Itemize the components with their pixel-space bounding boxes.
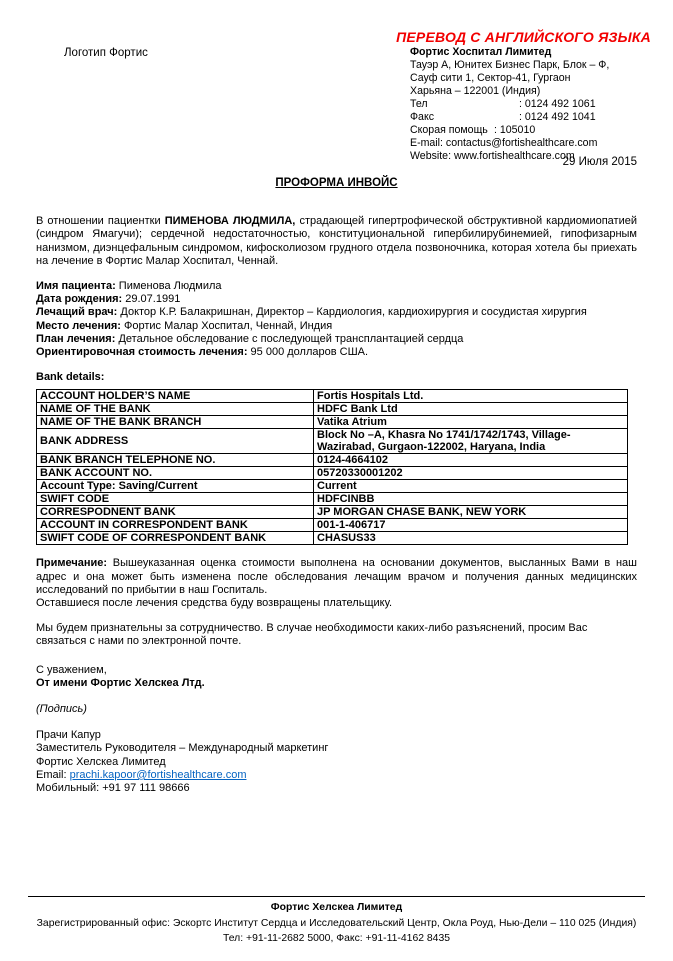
contact-value: : 0124 492 1061: [519, 98, 596, 110]
bank-row-value: 0124-4664102: [314, 454, 628, 467]
bank-row-value: Fortis Hospitals Ltd.: [314, 390, 628, 403]
signer-email-line: [36, 769, 637, 782]
bank-row-label: Account Type: Saving/Current: [37, 480, 314, 493]
bank-row-label: SWIFT CODE OF CORRESPONDENT BANK: [37, 532, 314, 545]
table-row: [37, 390, 628, 403]
bank-row-value: CHASUS33: [314, 532, 628, 545]
bank-row-label: NAME OF THE BANK BRANCH: [37, 416, 314, 429]
table-row: [37, 429, 628, 454]
closing-block: [36, 664, 637, 690]
hospital-fax-line: [410, 111, 655, 124]
signer-company: Фортис Хелскеа Лимитед: [36, 755, 166, 768]
bank-row-label: SWIFT CODE: [37, 493, 314, 506]
contact-label: Факс: [410, 111, 434, 123]
table-row: [37, 403, 628, 416]
table-row: [37, 467, 628, 480]
note-text: Вышеуказанная оценка стоимости выполнена на основании документов, высланных Вами в наш адрес и она может быть изменена после обследования лечащим врачом и получения данных медицинских исследований по прибытии в наш Госпиталь.: [36, 557, 637, 596]
note-label: Примечание:: [36, 557, 108, 570]
hospital-website-line: Website: www.fortishealthcare.com: [410, 150, 575, 162]
fortis-logo-placeholder: Логотип Фортис: [64, 47, 148, 59]
table-row: [37, 519, 628, 532]
contact-label: Скорая помощь: [410, 124, 488, 136]
bank-row-label: ACCOUNT HOLDER’S NAME: [37, 390, 314, 403]
footer-office: Зарегистрированный офис: Эскортс Институт Сердца и Исследовательский Центр, Окла Роуд, Нью-Дели – 110 025 (Индия): [36, 917, 637, 929]
bank-row-value: 05720330001202: [314, 467, 628, 480]
cooperation-paragraph: Мы будем признательны за сотрудничество. В случае необходимости каких-либо разъяснений, просим Вас связаться с нами по электронной почте.: [36, 622, 588, 648]
bank-row-value: Current: [314, 480, 628, 493]
detail-line-plan: План лечения: Детальное обследование с последующей трансплантацией сердца: [36, 332, 464, 345]
detail-line-patient-name: Имя пациента: Пименова Людмила: [36, 280, 222, 293]
footer-phones: Тел: +91-11-2682 5000, Факс: +91-11-4162 8435: [222, 933, 450, 944]
bank-details-heading: Bank details:: [36, 371, 105, 384]
patient-name-emphasis: ПИМЕНОВА ЛЮДМИЛА,: [164, 215, 296, 228]
email-link[interactable]: prachi.kapoor@fortishealthcare.com: [69, 768, 247, 781]
intro-prefix: В отношении пациентки: [36, 215, 165, 228]
bank-row-value: JP MORGAN CHASE BANK, NEW YORK: [314, 506, 628, 519]
footer-company: Фортис Хелскеа Лимитед: [270, 902, 403, 913]
translation-notice: ПЕРЕВОД С АНГЛИЙСКОГО ЯЗЫКА: [396, 29, 651, 45]
hospital-phone-line: [410, 98, 655, 111]
bank-row-value: Vatika Atrium: [314, 416, 628, 429]
bank-row-label: NAME OF THE BANK: [37, 403, 314, 416]
detail-line-doctor: Лечащий врач: Доктор К.Р. Балакришнан, Директор – Кардиология, кардиохирургия и сосудистая хирургия: [36, 306, 587, 319]
signer-name: Прачи Капур: [36, 729, 101, 742]
closing-regards: С уважением,: [36, 663, 107, 676]
bank-row-value: Block No –A, Khasra No 1741/1742/1743, Village-Wazirabad, Gurgaon-122002, Haryana, India: [314, 429, 628, 454]
document-date: 29 Июля 2015: [562, 156, 637, 168]
document-body: [36, 177, 637, 795]
signer-block: [36, 729, 637, 795]
detail-line-birth-date: Дата рождения: 29.07.1991: [36, 293, 181, 306]
table-row: [37, 493, 628, 506]
bank-row-label: ACCOUNT IN CORRESPONDENT BANK: [37, 519, 314, 532]
hospital-address-line: Тауэр А, Юнитех Бизнес Парк, Блок – Ф,: [410, 59, 610, 71]
patient-details: [36, 280, 637, 359]
table-row: [37, 532, 628, 545]
hospital-address-block: [410, 46, 655, 163]
hospital-address-line: Сауф сити 1, Сектор-41, Гургаон: [410, 72, 571, 84]
page-footer: [28, 896, 645, 947]
bank-row-value: HDFCINBB: [314, 493, 628, 506]
email-label: Email:: [36, 768, 70, 781]
bank-row-label: BANK ACCOUNT NO.: [37, 467, 314, 480]
note-paragraph: [36, 557, 637, 597]
table-row: [37, 454, 628, 467]
bank-row-label: CORRESPODNENT BANK: [37, 506, 314, 519]
detail-line-cost: Ориентировочная стоимость лечения: 95 000 долларов США.: [36, 346, 369, 359]
hospital-email-line: E-mail: contactus@fortishealthcare.com: [410, 137, 598, 149]
detail-line-location: Место лечения: Фортис Малар Хоспитал, Ченнай, Индия: [36, 319, 333, 332]
signer-role: Заместитель Руководителя – Международный маркетинг: [36, 742, 329, 755]
bank-details-table: [36, 389, 628, 545]
hospital-ambulance-line: [410, 124, 655, 137]
contact-value: : 0124 492 1041: [519, 111, 596, 123]
contact-value: : 105010: [494, 124, 536, 136]
table-row: [37, 416, 628, 429]
bank-row-label: BANK BRANCH TELEPHONE NO.: [37, 454, 314, 467]
intro-paragraph: [36, 215, 637, 268]
contact-label: Тел: [410, 98, 428, 110]
signer-mobile: Мобильный: +91 97 111 98666: [36, 782, 190, 795]
hospital-address-line: Харьяна – 122001 (Индия): [410, 85, 541, 97]
table-row: [37, 506, 628, 519]
table-row: [37, 480, 628, 493]
closing-on-behalf: От имени Фортис Хелскеа Лтд.: [36, 676, 205, 689]
bank-row-value: 001-1-406717: [314, 519, 628, 532]
bank-row-value: HDFC Bank Ltd: [314, 403, 628, 416]
hospital-name: Фортис Хоспитал Лимитед: [410, 46, 552, 58]
document-title: ПРОФОРМА ИНВОЙС: [275, 177, 398, 189]
bank-row-label: BANK ADDRESS: [37, 429, 314, 454]
intro-rest: страдающей гипертрофической обструктивной кардиомиопатией (синдром Ямагучи); сердечной недостаточностью, конституциональной гипербилирубинемией, гипофизарным нанизмом, диэнцефальным синдромом, кифосколиозом грудного отдела позвоночника, которая хотела бы приехать на лечение в Фортис Малар Хоспитал, Ченнай.: [36, 215, 638, 267]
refund-note: Оставшиеся после лечения средства буду возвращены плательщику.: [36, 597, 393, 610]
signature-placeholder: (Подпись): [36, 703, 87, 716]
